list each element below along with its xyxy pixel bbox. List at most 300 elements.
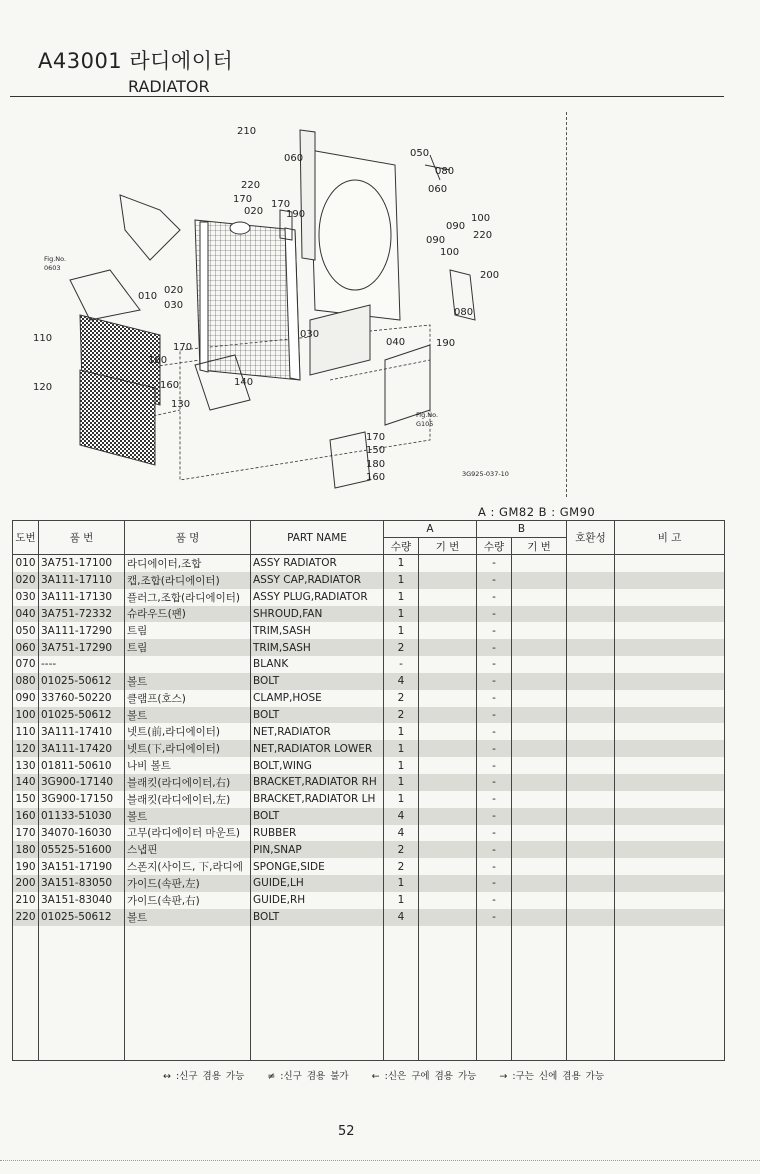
empty-row bbox=[13, 1010, 725, 1027]
row-part-no: 01133-51030 bbox=[39, 808, 125, 825]
table-row bbox=[13, 589, 725, 606]
row-name-kr: 캡,조합(라디에이터) bbox=[125, 572, 251, 589]
table-row bbox=[13, 808, 725, 825]
row-part-no: 3A151-83050 bbox=[39, 875, 125, 892]
row-interchange bbox=[567, 808, 615, 825]
row-code-b bbox=[512, 690, 567, 707]
row-qty-a: 2 bbox=[384, 707, 419, 724]
row-qty-a: 2 bbox=[384, 841, 419, 858]
col-header-code-b: 기 번 bbox=[512, 538, 567, 555]
row-remarks bbox=[615, 622, 725, 639]
row-code-a bbox=[419, 589, 477, 606]
row-code-b bbox=[512, 723, 567, 740]
row-code-a bbox=[419, 825, 477, 842]
row-ref: 200 bbox=[13, 875, 39, 892]
callout: 030 bbox=[164, 300, 184, 311]
empty-cell bbox=[125, 1010, 251, 1027]
callout: 110 bbox=[33, 333, 53, 344]
row-part-no: 3A751-17100 bbox=[39, 555, 125, 572]
row-name-kr: 슈라우드(팬) bbox=[125, 606, 251, 623]
row-ref: 210 bbox=[13, 892, 39, 909]
empty-cell bbox=[13, 1027, 39, 1044]
row-qty-a: 4 bbox=[384, 909, 419, 926]
row-qty-b: - bbox=[477, 858, 512, 875]
row-name-en: NET,RADIATOR LOWER bbox=[251, 740, 384, 757]
row-interchange bbox=[567, 673, 615, 690]
row-code-b bbox=[512, 656, 567, 673]
row-part-no: 01811-50610 bbox=[39, 757, 125, 774]
empty-cell bbox=[567, 1027, 615, 1044]
row-code-b bbox=[512, 589, 567, 606]
empty-cell bbox=[39, 993, 125, 1010]
row-code-a bbox=[419, 892, 477, 909]
fig-ref-left-number: 0603 bbox=[44, 264, 61, 272]
row-interchange bbox=[567, 858, 615, 875]
scan-edge bbox=[0, 1160, 760, 1165]
row-code-a bbox=[419, 774, 477, 791]
row-name-en: BOLT bbox=[251, 673, 384, 690]
row-remarks bbox=[615, 757, 725, 774]
row-part-no: 3A111-17290 bbox=[39, 622, 125, 639]
row-interchange bbox=[567, 774, 615, 791]
row-code-b bbox=[512, 841, 567, 858]
empty-row bbox=[13, 926, 725, 943]
row-name-en: BOLT bbox=[251, 909, 384, 926]
empty-cell bbox=[512, 993, 567, 1010]
empty-cell bbox=[125, 959, 251, 976]
page-title-code: A43001 라디에이터 bbox=[38, 49, 234, 73]
row-interchange bbox=[567, 639, 615, 656]
empty-cell bbox=[39, 942, 125, 959]
row-part-no: 05525-51600 bbox=[39, 841, 125, 858]
empty-cell bbox=[419, 926, 477, 943]
row-qty-a: 1 bbox=[384, 791, 419, 808]
row-qty-a: 2 bbox=[384, 639, 419, 656]
row-ref: 170 bbox=[13, 825, 39, 842]
empty-cell bbox=[251, 1010, 384, 1027]
row-name-kr: 볼트 bbox=[125, 707, 251, 724]
empty-cell bbox=[384, 1010, 419, 1027]
row-interchange bbox=[567, 555, 615, 572]
model-key: A : GM82 B : GM90 bbox=[478, 505, 596, 519]
callout: 060 bbox=[284, 153, 304, 164]
row-interchange bbox=[567, 622, 615, 639]
empty-cell bbox=[39, 1043, 125, 1060]
row-qty-b: - bbox=[477, 589, 512, 606]
row-code-a bbox=[419, 690, 477, 707]
table-row bbox=[13, 909, 725, 926]
row-code-a bbox=[419, 841, 477, 858]
empty-cell bbox=[251, 976, 384, 993]
callout: 100 bbox=[471, 213, 491, 224]
empty-cell bbox=[419, 942, 477, 959]
row-ref: 060 bbox=[13, 639, 39, 656]
row-code-a bbox=[419, 639, 477, 656]
empty-cell bbox=[477, 926, 512, 943]
empty-cell bbox=[39, 959, 125, 976]
empty-row bbox=[13, 1043, 725, 1060]
row-name-en: TRIM,SASH bbox=[251, 622, 384, 639]
empty-cell bbox=[477, 976, 512, 993]
empty-cell bbox=[419, 993, 477, 1010]
empty-cell bbox=[251, 959, 384, 976]
parts-table-body bbox=[13, 555, 725, 1061]
row-ref: 020 bbox=[13, 572, 39, 589]
row-qty-b: - bbox=[477, 555, 512, 572]
empty-cell bbox=[419, 1010, 477, 1027]
col-header-interchange: 호환성 bbox=[567, 521, 615, 555]
empty-cell bbox=[615, 1010, 725, 1027]
empty-cell bbox=[13, 926, 39, 943]
empty-cell bbox=[13, 976, 39, 993]
row-interchange bbox=[567, 656, 615, 673]
row-interchange bbox=[567, 892, 615, 909]
row-qty-a: 2 bbox=[384, 690, 419, 707]
col-header-qty-a: 수량 bbox=[384, 538, 419, 555]
row-part-no: ---- bbox=[39, 656, 125, 673]
empty-cell bbox=[125, 993, 251, 1010]
callout: 180 bbox=[366, 459, 386, 470]
row-name-en: BRACKET,RADIATOR RH bbox=[251, 774, 384, 791]
legend-item: → :구는 신에 겸용 가능 bbox=[499, 1071, 604, 1082]
row-code-a bbox=[419, 622, 477, 639]
parts-table bbox=[12, 520, 725, 1061]
row-code-b bbox=[512, 875, 567, 892]
row-part-no: 3A111-17410 bbox=[39, 723, 125, 740]
row-remarks bbox=[615, 740, 725, 757]
empty-cell bbox=[384, 942, 419, 959]
row-ref: 110 bbox=[13, 723, 39, 740]
row-part-no: 3A111-17420 bbox=[39, 740, 125, 757]
empty-cell bbox=[567, 976, 615, 993]
row-name-kr: 블래킷(라디에이터,右) bbox=[125, 774, 251, 791]
empty-cell bbox=[477, 1043, 512, 1060]
row-qty-a: 1 bbox=[384, 892, 419, 909]
row-part-no: 3A151-83040 bbox=[39, 892, 125, 909]
row-qty-b: - bbox=[477, 656, 512, 673]
empty-cell bbox=[125, 1027, 251, 1044]
row-interchange bbox=[567, 723, 615, 740]
row-qty-b: - bbox=[477, 774, 512, 791]
row-remarks bbox=[615, 875, 725, 892]
row-code-a bbox=[419, 555, 477, 572]
row-interchange bbox=[567, 875, 615, 892]
callout: 010 bbox=[138, 291, 158, 302]
row-ref: 180 bbox=[13, 841, 39, 858]
col-header-remarks: 비 고 bbox=[615, 521, 725, 555]
row-qty-a: - bbox=[384, 656, 419, 673]
table-row bbox=[13, 892, 725, 909]
table-row bbox=[13, 757, 725, 774]
callout: 050 bbox=[410, 148, 430, 159]
row-part-no: 01025-50612 bbox=[39, 673, 125, 690]
page-title-english: RADIATOR bbox=[128, 77, 210, 96]
empty-cell bbox=[251, 1043, 384, 1060]
row-remarks bbox=[615, 791, 725, 808]
empty-cell bbox=[419, 959, 477, 976]
row-qty-b: - bbox=[477, 723, 512, 740]
empty-cell bbox=[39, 926, 125, 943]
row-name-en: BOLT,WING bbox=[251, 757, 384, 774]
table-row bbox=[13, 774, 725, 791]
empty-cell bbox=[419, 976, 477, 993]
empty-cell bbox=[615, 993, 725, 1010]
callout: 220 bbox=[241, 180, 261, 191]
row-name-kr: 블래킷(라디에이터,左) bbox=[125, 791, 251, 808]
empty-cell bbox=[615, 959, 725, 976]
row-interchange bbox=[567, 690, 615, 707]
fig-ref-left-label: Fig.No. bbox=[44, 255, 67, 263]
callout: 160 bbox=[366, 472, 386, 483]
callout: 170 bbox=[271, 199, 291, 210]
table-row bbox=[13, 639, 725, 656]
empty-cell bbox=[125, 942, 251, 959]
table-row bbox=[13, 673, 725, 690]
empty-cell bbox=[384, 926, 419, 943]
row-part-no: 3A111-17110 bbox=[39, 572, 125, 589]
empty-cell bbox=[384, 976, 419, 993]
row-interchange bbox=[567, 791, 615, 808]
callout: 170 bbox=[173, 342, 193, 353]
row-part-no: 3G900-17150 bbox=[39, 791, 125, 808]
callout: 030 bbox=[300, 329, 320, 340]
row-code-a bbox=[419, 875, 477, 892]
row-code-b bbox=[512, 825, 567, 842]
row-part-no: 3A111-17130 bbox=[39, 589, 125, 606]
row-qty-b: - bbox=[477, 572, 512, 589]
empty-cell bbox=[615, 1043, 725, 1060]
row-qty-b: - bbox=[477, 875, 512, 892]
row-remarks bbox=[615, 589, 725, 606]
table-row bbox=[13, 707, 725, 724]
empty-cell bbox=[251, 926, 384, 943]
empty-cell bbox=[251, 993, 384, 1010]
row-ref: 140 bbox=[13, 774, 39, 791]
callout: 090 bbox=[446, 221, 466, 232]
col-header-part-no: 품 번 bbox=[39, 521, 125, 555]
row-qty-b: - bbox=[477, 791, 512, 808]
row-name-en: SPONGE,SIDE bbox=[251, 858, 384, 875]
row-interchange bbox=[567, 757, 615, 774]
page-number: 52 bbox=[338, 1124, 355, 1139]
row-name-en: TRIM,SASH bbox=[251, 639, 384, 656]
callout: 080 bbox=[454, 307, 474, 318]
empty-cell bbox=[615, 1027, 725, 1044]
row-name-kr bbox=[125, 656, 251, 673]
row-name-en: BOLT bbox=[251, 707, 384, 724]
row-name-kr: 나비 볼트 bbox=[125, 757, 251, 774]
row-remarks bbox=[615, 909, 725, 926]
row-qty-a: 1 bbox=[384, 606, 419, 623]
table-row bbox=[13, 555, 725, 572]
legend-item: ≠ :신구 겸용 불가 bbox=[267, 1071, 349, 1082]
empty-cell bbox=[567, 993, 615, 1010]
row-ref: 120 bbox=[13, 740, 39, 757]
col-header-ref: 도번 bbox=[13, 521, 39, 555]
row-name-kr: 라디에이터,조합 bbox=[125, 555, 251, 572]
row-code-b bbox=[512, 707, 567, 724]
table-row bbox=[13, 622, 725, 639]
row-part-no: 34070-16030 bbox=[39, 825, 125, 842]
row-qty-a: 1 bbox=[384, 774, 419, 791]
row-code-b bbox=[512, 555, 567, 572]
row-name-en: GUIDE,RH bbox=[251, 892, 384, 909]
row-name-en: BRACKET,RADIATOR LH bbox=[251, 791, 384, 808]
row-code-a bbox=[419, 808, 477, 825]
empty-cell bbox=[512, 1027, 567, 1044]
row-qty-b: - bbox=[477, 639, 512, 656]
row-qty-b: - bbox=[477, 690, 512, 707]
row-remarks bbox=[615, 673, 725, 690]
row-ref: 160 bbox=[13, 808, 39, 825]
empty-cell bbox=[251, 1027, 384, 1044]
empty-cell bbox=[567, 1043, 615, 1060]
col-header-name-kr: 품 명 bbox=[125, 521, 251, 555]
empty-cell bbox=[615, 976, 725, 993]
row-qty-a: 1 bbox=[384, 875, 419, 892]
row-remarks bbox=[615, 707, 725, 724]
empty-cell bbox=[39, 1027, 125, 1044]
row-part-no: 3A751-17290 bbox=[39, 639, 125, 656]
row-code-a bbox=[419, 740, 477, 757]
empty-cell bbox=[567, 959, 615, 976]
table-row bbox=[13, 572, 725, 589]
row-code-b bbox=[512, 606, 567, 623]
row-qty-b: - bbox=[477, 757, 512, 774]
row-ref: 070 bbox=[13, 656, 39, 673]
row-remarks bbox=[615, 572, 725, 589]
empty-cell bbox=[512, 926, 567, 943]
row-part-no: 3A751-72332 bbox=[39, 606, 125, 623]
row-name-en: BOLT bbox=[251, 808, 384, 825]
callout: 190 bbox=[436, 338, 456, 349]
row-code-b bbox=[512, 757, 567, 774]
row-name-kr: 넷트(前,라디에이터) bbox=[125, 723, 251, 740]
callout: 020 bbox=[244, 206, 264, 217]
row-code-b bbox=[512, 791, 567, 808]
row-qty-b: - bbox=[477, 892, 512, 909]
row-qty-b: - bbox=[477, 808, 512, 825]
callout: 170 bbox=[366, 432, 386, 443]
table-row bbox=[13, 875, 725, 892]
row-name-kr: 가이드(속판,左) bbox=[125, 875, 251, 892]
row-qty-a: 4 bbox=[384, 825, 419, 842]
callout: 200 bbox=[480, 270, 500, 281]
interchange-legend bbox=[163, 1068, 622, 1082]
row-code-b bbox=[512, 740, 567, 757]
row-qty-a: 1 bbox=[384, 723, 419, 740]
row-remarks bbox=[615, 858, 725, 875]
col-header-code-a: 기 번 bbox=[419, 538, 477, 555]
empty-cell bbox=[477, 1027, 512, 1044]
empty-row bbox=[13, 976, 725, 993]
exploded-parts-diagram bbox=[30, 110, 630, 495]
row-qty-a: 1 bbox=[384, 740, 419, 757]
table-row bbox=[13, 791, 725, 808]
row-name-en: NET,RADIATOR bbox=[251, 723, 384, 740]
row-qty-a: 1 bbox=[384, 555, 419, 572]
col-header-group-a: A bbox=[384, 521, 477, 538]
empty-cell bbox=[419, 1027, 477, 1044]
row-name-en: PIN,SNAP bbox=[251, 841, 384, 858]
row-ref: 050 bbox=[13, 622, 39, 639]
row-ref: 190 bbox=[13, 858, 39, 875]
callout: 140 bbox=[234, 377, 254, 388]
callout: 210 bbox=[237, 126, 257, 137]
empty-cell bbox=[39, 976, 125, 993]
empty-cell bbox=[567, 942, 615, 959]
row-qty-b: - bbox=[477, 606, 512, 623]
row-code-a bbox=[419, 656, 477, 673]
empty-cell bbox=[512, 959, 567, 976]
callout: 100 bbox=[440, 247, 460, 258]
fig-ref-right-number: G105 bbox=[416, 420, 434, 428]
empty-cell bbox=[615, 926, 725, 943]
empty-cell bbox=[125, 1043, 251, 1060]
row-name-en: ASSY PLUG,RADIATOR bbox=[251, 589, 384, 606]
table-row bbox=[13, 690, 725, 707]
empty-cell bbox=[13, 1010, 39, 1027]
row-qty-b: - bbox=[477, 622, 512, 639]
row-name-kr: 스냅핀 bbox=[125, 841, 251, 858]
row-remarks bbox=[615, 808, 725, 825]
empty-cell bbox=[512, 1043, 567, 1060]
table-row bbox=[13, 841, 725, 858]
empty-cell bbox=[567, 1010, 615, 1027]
callout: 160 bbox=[160, 380, 180, 391]
empty-cell bbox=[251, 942, 384, 959]
empty-cell bbox=[512, 976, 567, 993]
row-code-a bbox=[419, 707, 477, 724]
empty-cell bbox=[567, 926, 615, 943]
empty-cell bbox=[39, 1010, 125, 1027]
legend-item: ← :신은 구에 겸용 가능 bbox=[371, 1071, 477, 1082]
row-qty-a: 1 bbox=[384, 757, 419, 774]
empty-cell bbox=[477, 959, 512, 976]
row-ref: 080 bbox=[13, 673, 39, 690]
empty-cell bbox=[384, 1043, 419, 1060]
callout: 020 bbox=[164, 285, 184, 296]
row-name-en: ASSY CAP,RADIATOR bbox=[251, 572, 384, 589]
row-remarks bbox=[615, 825, 725, 842]
row-name-kr: 고무(라디에이터 마운트) bbox=[125, 825, 251, 842]
col-header-group-b: B bbox=[477, 521, 567, 538]
row-remarks bbox=[615, 841, 725, 858]
row-ref: 030 bbox=[13, 589, 39, 606]
row-part-no: 3A151-17190 bbox=[39, 858, 125, 875]
row-code-b bbox=[512, 909, 567, 926]
row-part-no: 01025-50612 bbox=[39, 909, 125, 926]
row-name-en: SHROUD,FAN bbox=[251, 606, 384, 623]
row-interchange bbox=[567, 707, 615, 724]
diagram-divider bbox=[566, 112, 567, 497]
callout: 040 bbox=[386, 337, 406, 348]
empty-cell bbox=[477, 1010, 512, 1027]
row-ref: 100 bbox=[13, 707, 39, 724]
col-header-qty-b: 수량 bbox=[477, 538, 512, 555]
callout: 170 bbox=[233, 194, 253, 205]
table-row bbox=[13, 606, 725, 623]
table-row bbox=[13, 858, 725, 875]
callout: 220 bbox=[473, 230, 493, 241]
row-code-a bbox=[419, 673, 477, 690]
empty-cell bbox=[477, 942, 512, 959]
fig-ref-right-label: Fig.No. bbox=[416, 411, 439, 419]
row-name-en: BLANK bbox=[251, 656, 384, 673]
row-qty-a: 4 bbox=[384, 673, 419, 690]
callout: 090 bbox=[426, 235, 446, 246]
row-name-kr: 클램프(호스) bbox=[125, 690, 251, 707]
